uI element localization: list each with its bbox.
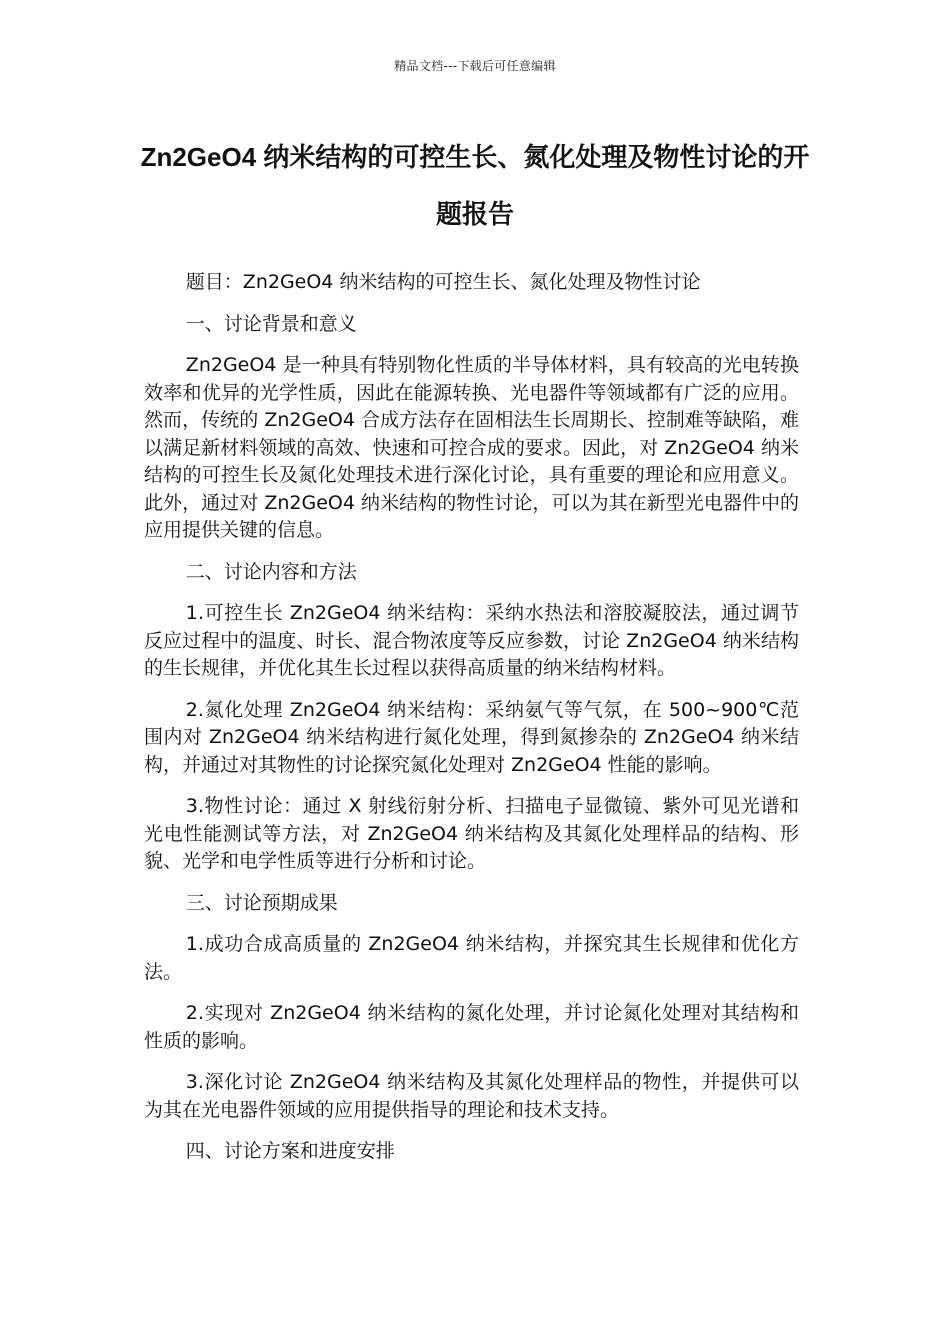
result-item-3: 3.深化讨论 Zn2GeO4 纳米结构及其氮化处理样品的物性，并提供可以为其在光电器件领域的应用提供指导的理论和技术支持。 [144, 1071, 799, 1121]
section-heading-background: 一、讨论背景和意义 [185, 312, 357, 335]
result-item-1: 1.成功合成高质量的 Zn2GeO4 纳米结构，并探究其生长规律和优化方法。 [144, 933, 799, 983]
topic-line: 题目：Zn2GeO4 纳米结构的可控生长、氮化处理及物性讨论 [185, 271, 701, 293]
document-title: Zn2GeO4 纳米结构的可控生长、氮化处理及物性讨论的开题报告 [140, 142, 810, 229]
section-heading-expected-results: 三、讨论预期成果 [185, 891, 338, 914]
background-paragraph: Zn2GeO4 是一种具有特别物化性质的半导体材料，具有较高的光电转换效率和优异的光学性质，因此在能源转换、光电器件等领域都有广泛的应用。然而，传统的 Zn2GeO4 合成方法存在固相法生长周期长、控制难等缺陷，难以满足新材料领域的高效、快速和可控合成的要求。因此，对 Zn2GeO4 纳米结构的可控生长及氮化处理技术进行深化讨论，具有重要的理论和应用意义。此外，通过对 Zn2GeO4 纳米结构的物性讨论，可以为其在新型光电器件中的应用提供关键的信息。 [144, 354, 799, 541]
method-item-2: 2.氮化处理 Zn2GeO4 纳米结构：采纳氨气等气氛，在 500~900℃范围内对 Zn2GeO4 纳米结构进行氮化处理，得到氮掺杂的 Zn2GeO4 纳米结构，并通过对其物性的讨论探究氮化处理对 Zn2GeO4 性能的影响。 [144, 698, 799, 776]
result-item-2: 2.实现对 Zn2GeO4 纳米结构的氮化处理，并讨论氮化处理对其结构和性质的影响。 [144, 1002, 799, 1052]
method-item-3: 3.物性讨论：通过 X 射线衍射分析、扫描电子显微镜、紫外可见光谱和光电性能测试等方法，对 Zn2GeO4 纳米结构及其氮化处理样品的结构、形貌、光学和电学性质等进行分析和讨论。 [144, 795, 799, 872]
section-heading-content-methods: 二、讨论内容和方法 [185, 560, 357, 583]
header-note: 精品文档---下载后可任意编辑 [394, 59, 556, 73]
method-item-1: 1.可控生长 Zn2GeO4 纳米结构：采纳水热法和溶胶凝胶法，通过调节反应过程中的温度、时长、混合物浓度等反应参数，讨论 Zn2GeO4 纳米结构的生长规律，并优化其生长过程以获得高质量的纳米结构材料。 [144, 602, 799, 679]
document-body [144, 269, 799, 1180]
section-heading-plan-schedule: 四、讨论方案和进度安排 [185, 1140, 395, 1162]
